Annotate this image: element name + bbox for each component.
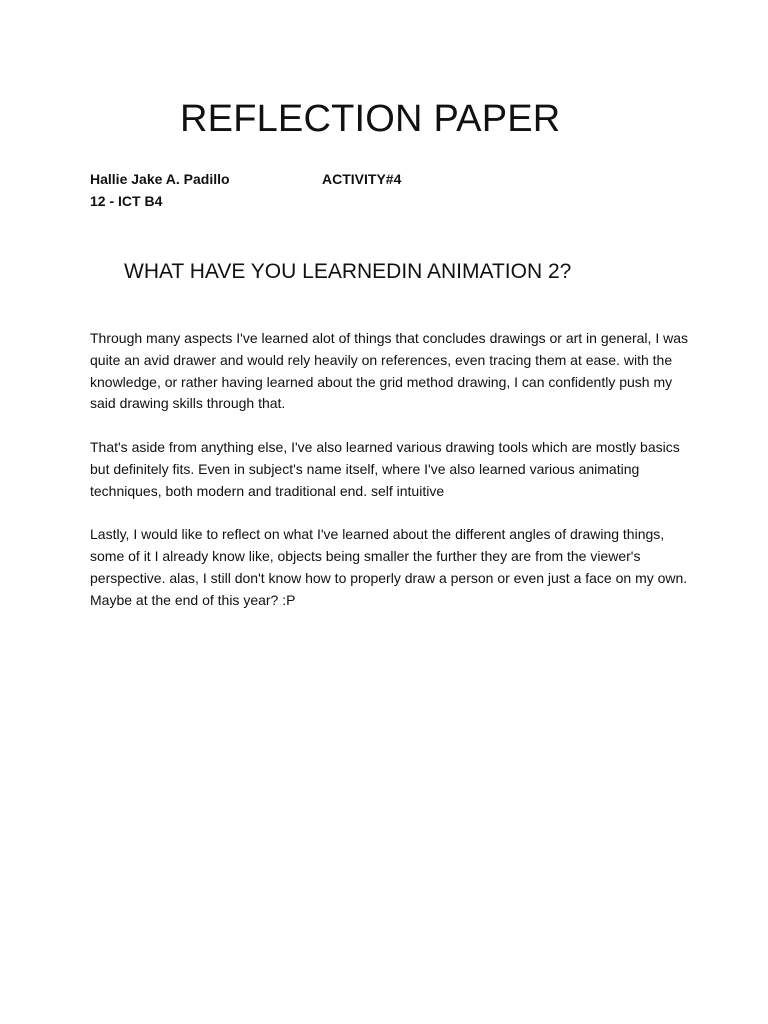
paragraph-3: Lastly, I would like to reflect on what I've learned about the different angles of drawing things, some of it I already know like, objects being smaller the further they are from the viewer's perspective. alas, I still don't know how to properly draw a person or even just a face on my own. Maybe at the end of this year? :P xyxy=(90,526,688,608)
activity-label: ACTIVITY#4 xyxy=(322,171,402,187)
paragraph-1: Through many aspects I've learned alot of things that concludes drawings or art in general, I was quite an avid drawer and would rely heavily on references, even tracing them at ease. with the knowledge, or rather having learned about the grid method drawing, I can confidently push my said drawing skills through that. xyxy=(90,330,689,412)
reflection-body xyxy=(90,328,690,633)
question-heading: WHAT HAVE YOU LEARNEDIN ANIMATION 2? xyxy=(124,260,572,283)
student-name: Hallie Jake A. Padillo xyxy=(90,171,230,187)
paragraph-2: That's aside from anything else, I've also learned various drawing tools which are mostly basics but definitely fits. Even in subject's name itself, where I've also learned various animating techniques, both modern and traditional end. self intuitive xyxy=(90,438,680,499)
page-title: REFLECTION PAPER xyxy=(180,98,561,140)
class-section: 12 - ICT B4 xyxy=(90,193,163,209)
